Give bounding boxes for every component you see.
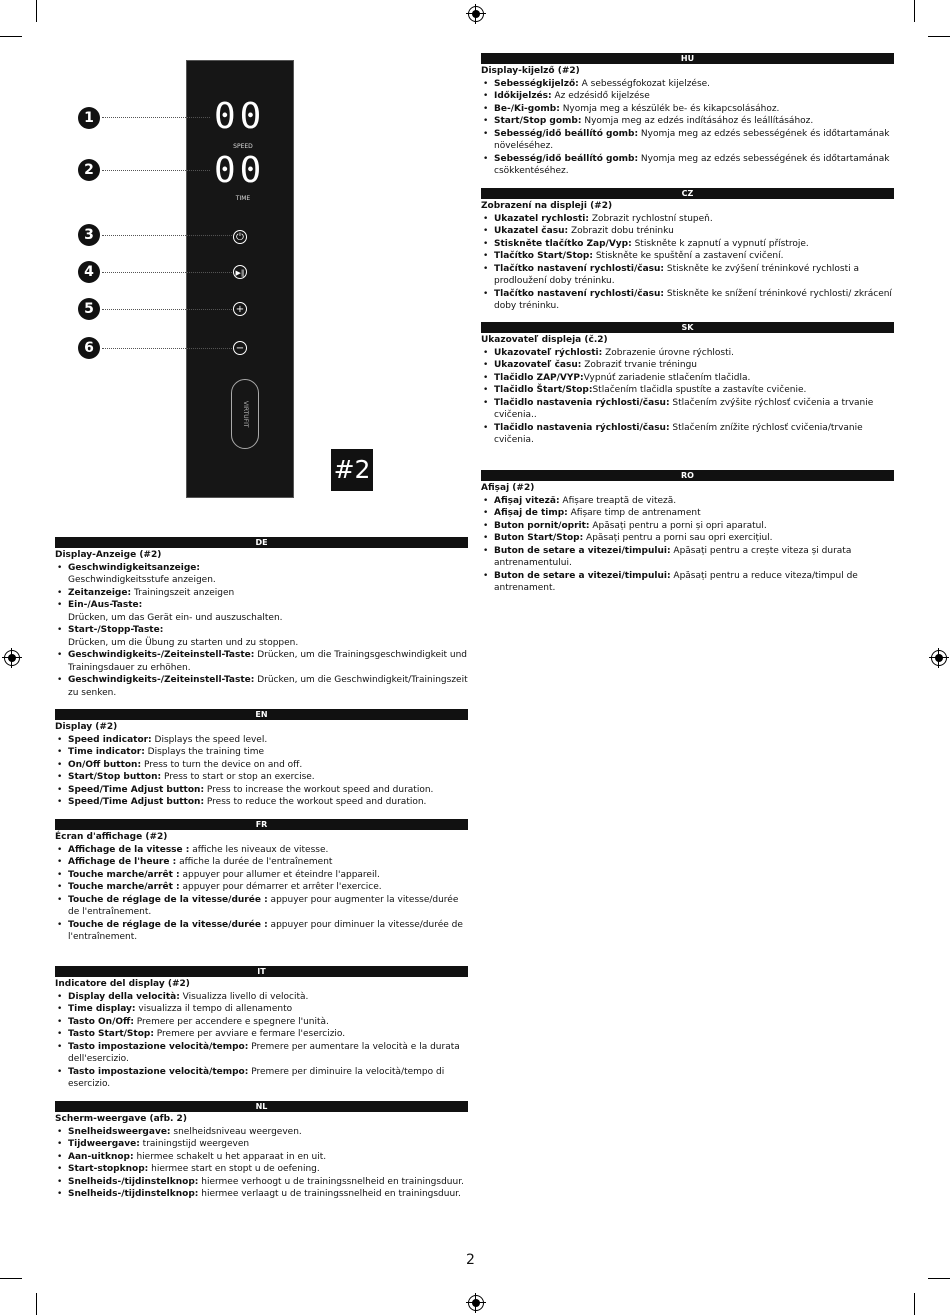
list-item [55,784,468,797]
item-text: Zobrazit rychlostní stupeň. [588,213,713,224]
section-title: Display-kijelző (#2) [481,66,580,76]
item-label: Speed indicator: [68,734,152,745]
item-label: Touche de réglage de la vitesse/durée : [68,919,268,930]
crop-mark [36,0,37,22]
crop-mark [36,1293,37,1315]
list-item [481,359,894,372]
item-label: Tlačidlo nastavenia rýchlosti/času: [494,397,670,408]
item-label: Ukazovateľ rýchlosti: [494,347,603,358]
list-item [55,1066,468,1091]
list-item [481,238,894,251]
list-item [481,128,894,153]
list-item [55,771,468,784]
item-label: Aan-uitknop: [68,1151,134,1162]
item-text: Afișare treaptă de viteză. [559,495,677,506]
item-label: Buton pornit/oprit: [494,520,590,531]
section-title: Ukazovateľ displeja (č.2) [481,335,608,345]
language-header: FR [55,819,468,830]
list-item [55,1163,468,1176]
item-label: Geschwindigkeits-/Zeiteinstell-Taste: [68,675,255,685]
list-item [55,1138,468,1151]
leader-line [102,235,232,236]
item-label: Buton de setare a vitezei/timpului: [494,545,671,556]
item-text: Nyomja meg az edzés indításához és leállításához. [581,116,814,126]
item-text: Press to reduce the workout speed and duration. [204,797,427,807]
item-text: Nyomja meg a készülék be- és kikapcsolásához. [559,103,780,114]
item-text: Drücken, um die Geschwindigkeit/Trainingszeit zu senken. [68,675,468,698]
item-text: Zobrazenie úrovne rýchlosti. [602,347,734,358]
item-label: Start/Stop gomb: [494,116,582,126]
item-label: Speed/Time Adjust button: [68,797,205,807]
language-header: IT [55,966,468,977]
item-label: Ein-/Aus-Taste: [68,600,143,610]
item-text: Zobrazit dobu tréninku [568,226,674,236]
item-text: Trainingszeit anzeigen [131,587,235,598]
item-text: Nyomja meg az edzés sebességének és időtartamának csökkentéséhez. [494,153,890,176]
list-item [55,1151,468,1164]
list-item [55,856,468,869]
list-item [55,587,468,600]
language-header: HU [481,53,894,64]
item-label: Tasto impostazione velocità/tempo: [68,1041,249,1052]
list-item [55,796,468,809]
list-item [481,213,894,226]
list-item [481,153,894,178]
section-en [55,709,468,809]
list-item [55,894,468,919]
item-text: Nyomja meg az edzés sebességének és időtartamának növeléséhez. [494,128,890,151]
list-item [481,545,894,570]
item-text: Apăsați pentru a porni sau opri exercițiul. [583,533,773,543]
item-label: Touche marche/arrêt : [68,869,180,880]
list-item [55,1003,468,1016]
item-text: affiche les niveaux de vitesse. [189,844,329,855]
item-text: hiermee verhoogt u de trainingssnelheid en trainingsduur. [198,1176,464,1187]
item-label: Start-stopknop: [68,1164,149,1174]
callout-2: 2 [78,159,100,181]
list-item [55,734,468,747]
item-label: Tasto On/Off: [68,1016,134,1027]
item-text: Drücken, um die Übung zu starten und zu stoppen. [68,637,299,648]
list-item [55,562,468,587]
list-item [55,869,468,882]
list-item [481,225,894,238]
item-label: Afișaj de timp: [494,508,568,518]
list-item [55,674,468,699]
list-item [55,624,468,649]
item-label: Tlačítko Start/Stop: [494,251,593,261]
list-item [481,250,894,263]
item-label: Tlačítko nastavení rychlosti/času: [494,263,665,274]
list-item [55,649,468,674]
item-text: visualizza il tempo di allenamento [135,1004,293,1014]
list-item [55,881,468,894]
section-title: Afișaj (#2) [481,483,535,493]
item-label: Sebességkijelző: [494,78,579,89]
item-label: Afișaj viteză: [494,495,560,506]
language-header: DE [55,537,468,548]
item-label: Affichage de l'heure : [68,857,177,867]
item-label: Ukazovateľ času: [494,360,582,370]
item-label: Tlačítko nastavení rychlosti/času: [494,288,665,299]
list-item [481,115,894,128]
item-text: hiermee verlaagt u de trainingssnelheid en trainingsduur. [198,1189,461,1199]
item-label: Start-/Stopp-Taste: [68,625,164,635]
item-text: appuyer pour démarrer et arrêter l'exercice. [179,882,382,892]
section-title: Display-Anzeige (#2) [55,550,162,560]
time-digits: 00 [214,150,266,191]
registration-mark-icon [468,6,484,22]
crop-mark [928,1278,950,1279]
item-text: Apăsați pentru a reduce viteza/timpul de antrenament. [494,570,858,593]
item-label: Tlačidlo nastavenia rýchlosti/času: [494,422,670,433]
section-title: Scherm-weergave (afb. 2) [55,1114,187,1124]
page-number: 2 [466,1252,475,1268]
list-item [481,384,894,397]
brand-logo: VIRTUFIT [231,379,259,449]
item-label: Affichage de la vitesse : [68,844,190,855]
item-label: Snelheids-/tijdinstelknop: [68,1189,199,1199]
item-text: Stiskněte ke snížení tréninkové rychlosti/ zkrácení doby tréninku. [494,288,892,311]
item-text: A sebességfokozat kijelzése. [578,78,711,89]
plus-icon: + [233,302,247,316]
leader-line [102,272,232,273]
item-label: Ukazatel rychlosti: [494,213,589,224]
item-text: snelheidsniveau weergeven. [170,1126,302,1137]
section-hu [481,53,894,178]
list-item [55,1016,468,1029]
item-text: Premere per accendere e spegnere l'unità. [133,1016,329,1027]
item-text: Vypnúť zariadenie stlačením tlačidla. [583,372,751,383]
list-item [481,570,894,595]
item-label: Ukazatel času: [494,226,569,236]
item-text: Premere per aumentare la velocità e la durata dell'esercizio. [68,1041,460,1064]
speed-label: SPEED [233,143,253,150]
leader-line [102,117,210,118]
section-ro [481,470,894,595]
item-label: Tasto Start/Stop: [68,1029,154,1039]
feature-list [481,347,894,447]
item-label: Be-/Ki-gomb: [494,103,560,114]
item-text: Displays the speed level. [151,734,268,745]
list-item [481,288,894,313]
item-label: Geschwindigkeits-/Zeiteinstell-Taste: [68,650,255,660]
feature-list [55,991,468,1091]
item-text: Press to turn the device on and off. [141,759,303,770]
speed-digits: 00 [214,96,266,137]
language-header: EN [55,709,468,720]
leader-line [102,309,232,310]
item-label: Snelheidsweergave: [68,1126,171,1137]
item-text: Press to start or stop an exercise. [161,772,315,782]
feature-list [55,734,468,809]
item-text: Stlačením znížite rýchlosť cvičenia/trvanie cvičenia. [494,422,863,445]
item-text: Premere per avviare e fermare l'esercizio. [153,1029,346,1039]
list-item [481,103,894,116]
item-label: Display della velocità: [68,991,180,1002]
section-title: Indicatore del display (#2) [55,979,190,989]
callout-5: 5 [78,298,100,320]
item-label: Tijdweergave: [68,1139,140,1149]
item-label: Stiskněte tlačítko Zap/Vyp: [494,238,632,249]
list-item [481,372,894,385]
item-text: hiermee schakelt u het apparaat in en uit. [133,1151,327,1162]
list-item [481,495,894,508]
section-sk [481,322,894,447]
item-text: Visualizza livello di velocità. [179,991,309,1002]
item-text: appuyer pour diminuer la vitesse/durée de l'entraînement. [68,919,463,942]
section-nl [55,1101,468,1201]
list-item [481,263,894,288]
item-label: Sebesség/idő beállító gomb: [494,128,639,139]
item-label: Időkijelzés: [494,91,552,101]
list-item [55,759,468,772]
item-label: Start/Stop button: [68,772,162,782]
list-item [55,1028,468,1041]
item-text: Stlačením tlačidla spustíte a zastavíte cvičenie. [592,385,807,395]
crop-mark [928,36,950,37]
list-item [55,1188,468,1201]
registration-mark-icon [4,650,20,666]
item-label: Buton de setare a vitezei/timpului: [494,570,671,581]
feature-list [481,213,894,313]
item-label: On/Off button: [68,759,142,770]
feature-list [481,78,894,178]
item-text: Zobraziť trvanie tréningu [581,360,698,370]
section-title: Écran d'affichage (#2) [55,832,168,842]
crop-mark [0,36,22,37]
registration-mark-icon [468,1295,484,1311]
minus-icon: − [233,341,247,355]
item-text: Stiskněte ke spuštění a zastavení cvičení. [592,251,784,261]
item-text: Press to increase the workout speed and duration. [204,784,434,795]
leader-line [102,348,232,349]
item-label: Geschwindigkeitsanzeige: [68,562,201,573]
item-label: Touche marche/arrêt : [68,882,180,892]
list-item [481,422,894,447]
item-label: Zeitanzeige: [68,587,132,598]
item-text: Drücken, um das Gerät ein- und auszuschalten. [68,612,283,623]
leader-line [102,170,210,171]
section-title: Zobrazení na displeji (#2) [481,201,613,211]
item-text: Displays the training time [144,747,265,757]
time-label: TIME [235,195,251,202]
section-title: Display (#2) [55,722,118,732]
feature-list [55,562,468,700]
section-it [55,966,468,1091]
list-item [481,347,894,360]
section-cz [481,188,894,313]
language-header: NL [55,1101,468,1112]
list-item [55,844,468,857]
item-text: Apăsați pentru a crește viteza și durata antrenamentului. [494,545,852,568]
item-text: Stiskněte k zapnutí a vypnutí přístroje. [631,238,809,249]
crop-mark [914,0,915,22]
section-fr [55,819,468,944]
list-item [481,397,894,422]
feature-list [55,1126,468,1201]
item-label: Touche de réglage de la vitesse/durée : [68,894,268,905]
figure-badge: #2 [331,449,373,491]
list-item [481,532,894,545]
item-text: Apăsați pentru a porni și opri aparatul. [589,520,767,531]
item-text: Stiskněte ke zvýšení tréninkové rychlosti a prodloužení doby tréninku. [494,263,860,286]
callout-1: 1 [78,107,100,129]
start-stop-icon: ▶‖ [233,265,247,279]
list-item [55,746,468,759]
console-display-panel [186,60,294,498]
callout-3: 3 [78,224,100,246]
item-text: affiche la durée de l'entraînement [176,857,333,867]
item-label: Speed/Time Adjust button: [68,784,205,795]
item-label: Snelheids-/tijdinstelknop: [68,1176,199,1187]
item-label: Sebesség/idő beállító gomb: [494,153,639,164]
item-text: Afișare timp de antrenament [567,508,701,518]
item-label: Tasto impostazione velocità/tempo: [68,1066,249,1077]
list-item [55,1176,468,1189]
item-label: Buton Start/Stop: [494,533,584,543]
list-item [481,520,894,533]
item-text: hiermee start en stopt u de oefening. [148,1164,320,1174]
language-header: SK [481,322,894,333]
power-icon: ⏻ [233,230,247,244]
crop-mark [0,1278,22,1279]
feature-list [55,844,468,944]
list-item [55,991,468,1004]
item-text: appuyer pour augmenter la vitesse/durée de l'entraînement. [68,894,459,917]
item-text: Geschwindigkeitsstufe anzeigen. [68,575,216,585]
item-label: Tlačidlo ZAP/VYP: [494,372,584,383]
registration-mark-icon [931,650,947,666]
callout-6: 6 [78,337,100,359]
item-text: Drücken, um die Trainingsgeschwindigkeit und Trainingsdauer zu erhöhen. [68,650,468,673]
list-item [55,1041,468,1066]
feature-list [481,495,894,595]
item-label: Time indicator: [68,747,145,757]
section-de [55,537,468,699]
list-item [481,90,894,103]
item-text: trainingstijd weergeven [139,1139,250,1149]
list-item [55,599,468,624]
list-item [481,507,894,520]
item-text: Az edzésidő kijelzése [551,91,650,101]
language-header: CZ [481,188,894,199]
list-item [481,78,894,91]
item-text: appuyer pour allumer et éteindre l'appareil. [179,869,380,880]
list-item [55,1126,468,1139]
language-header: RO [481,470,894,481]
item-text: Stlačením zvýšite rýchlosť cvičenia a trvanie cvičenia.. [494,397,874,420]
list-item [55,919,468,944]
item-label: Time display: [68,1004,136,1014]
callout-4: 4 [78,261,100,283]
crop-mark [914,1293,915,1315]
item-label: Tlačidlo Štart/Stop: [494,385,593,395]
item-text: Premere per diminuire la velocità/tempo di esercizio. [68,1066,445,1089]
